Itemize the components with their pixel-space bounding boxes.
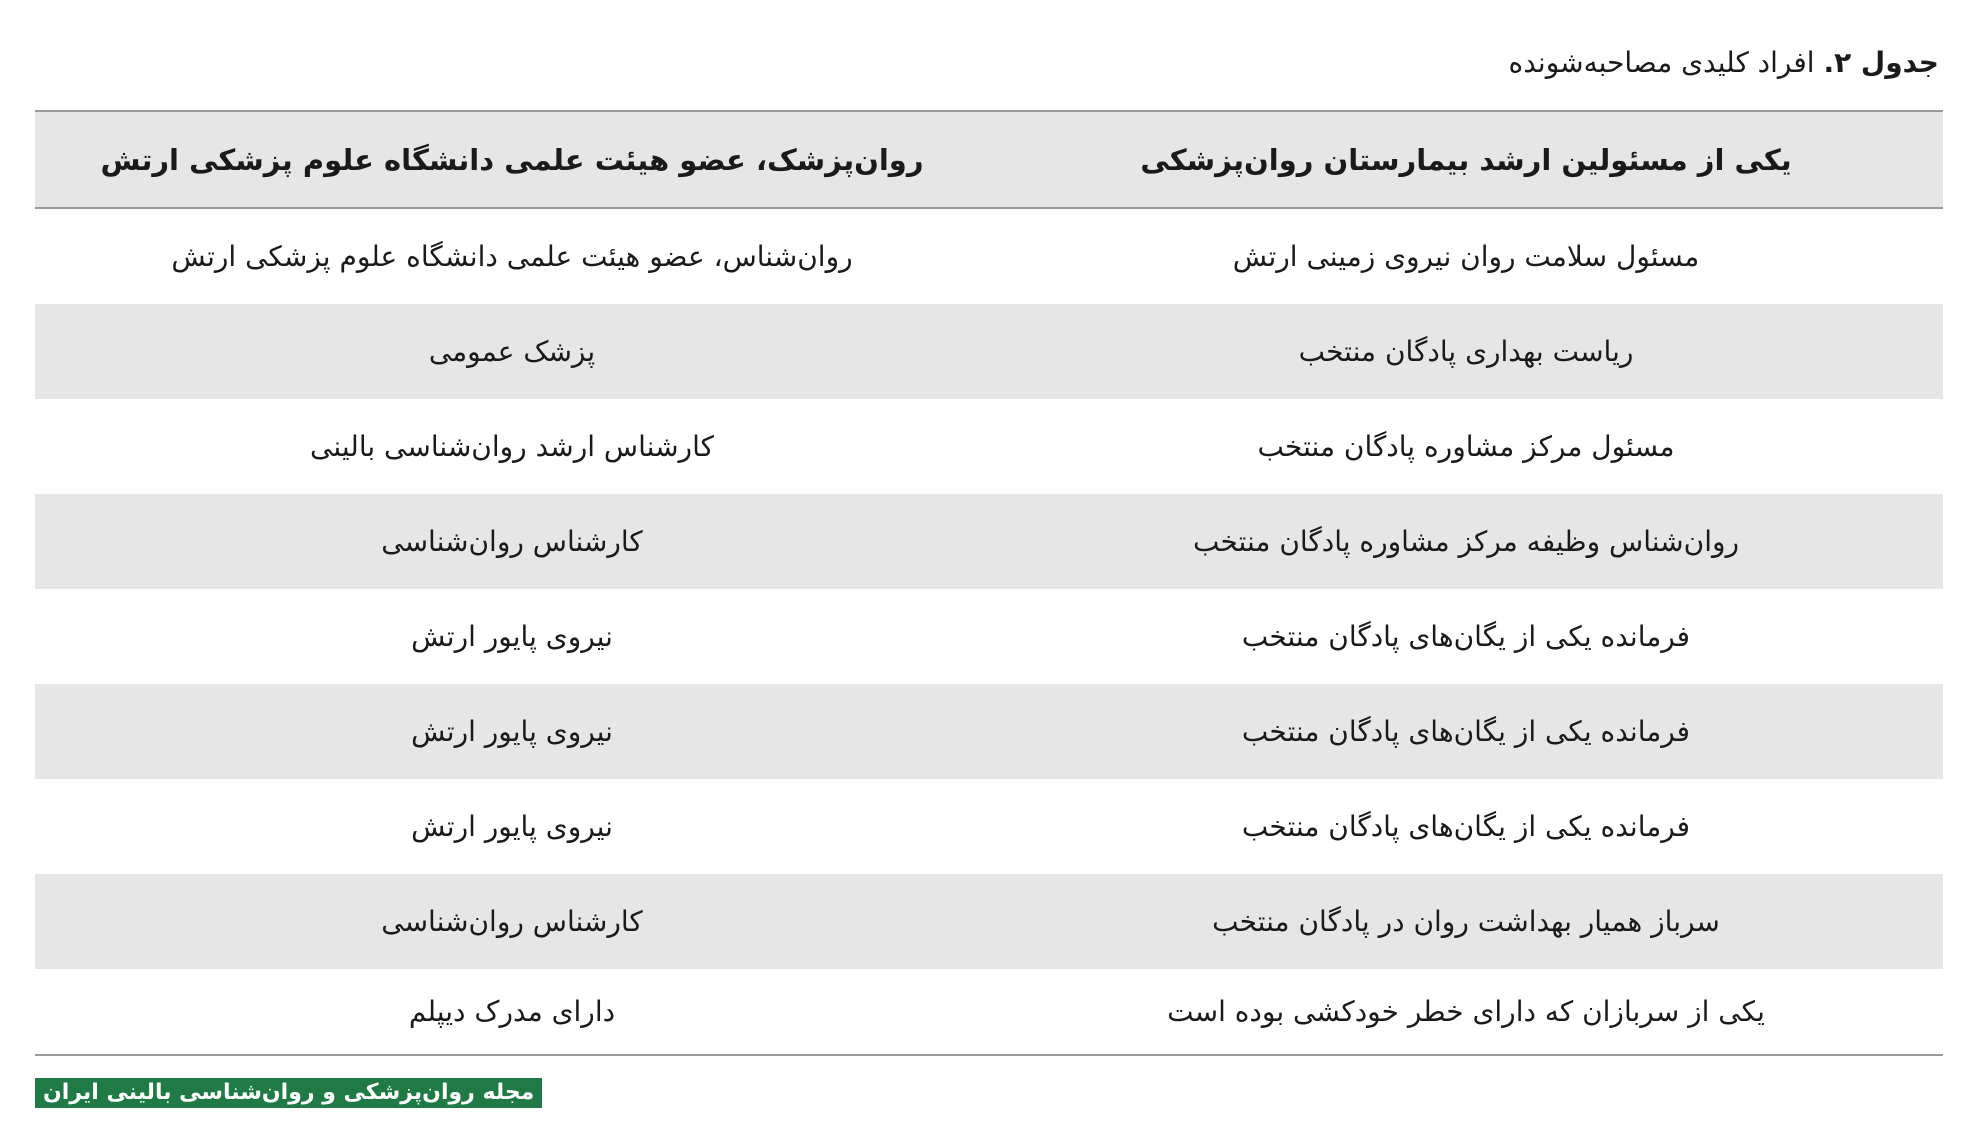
table-cell: یکی از سربازان که دارای خطر خودکشی بوده است: [1167, 995, 1765, 1028]
table-row: [35, 494, 1943, 589]
table-row: [35, 209, 1943, 304]
header-cell: روان‌پزشک، عضو هیئت علمی دانشگاه علوم پزشکی ارتش: [100, 142, 924, 177]
table-cell: سرباز همیار بهداشت روان در پادگان منتخب: [1212, 905, 1720, 938]
table-row: [35, 399, 1943, 494]
table-cell: نیروی پایور ارتش: [411, 810, 613, 843]
table-cell: نیروی پایور ارتش: [411, 715, 613, 748]
table-cell: کارشناس روان‌شناسی: [381, 525, 643, 558]
table-cell: روان‌شناس وظیفه مرکز مشاوره پادگان منتخب: [1192, 525, 1740, 558]
table-row: [35, 779, 1943, 874]
interviewees-table: [35, 110, 1943, 1056]
journal-logo: مجله روان‌پزشکی و روان‌شناسی بالینی ایران: [35, 1078, 542, 1108]
table-header-row: [35, 112, 1943, 209]
table-row: [35, 304, 1943, 399]
table-caption: [1509, 46, 1939, 79]
caption-text: افراد کلیدی مصاحبه‌شونده: [1508, 46, 1815, 79]
table-cell: ریاست بهداری پادگان منتخب: [1298, 335, 1634, 368]
table-cell: فرمانده یکی از یگان‌های پادگان منتخب: [1241, 715, 1691, 748]
table-cell: کارشناس روان‌شناسی: [381, 905, 643, 938]
table-cell: نیروی پایور ارتش: [411, 620, 613, 653]
table-cell: مسئول سلامت روان نیروی زمینی ارتش: [1232, 240, 1700, 273]
table-row: [35, 969, 1943, 1054]
header-cell: یکی از مسئولین ارشد بیمارستان روان‌پزشکی: [1140, 142, 1792, 177]
table-row: [35, 589, 1943, 684]
table-cell: کارشناس ارشد روان‌شناسی بالینی: [310, 430, 714, 463]
table-cell: فرمانده یکی از یگان‌های پادگان منتخب: [1241, 620, 1691, 653]
table-cell: روان‌شناس، عضو هیئت علمی دانشگاه علوم پزشکی ارتش: [171, 240, 853, 273]
table-cell: فرمانده یکی از یگان‌های پادگان منتخب: [1241, 810, 1691, 843]
table-row: [35, 684, 1943, 779]
table-cell: دارای مدرک دیپلم: [408, 995, 616, 1028]
table-cell: مسئول مرکز مشاوره پادگان منتخب: [1257, 430, 1675, 463]
caption-label: جدول ۲.: [1823, 46, 1939, 79]
table-row: [35, 874, 1943, 969]
table-cell: پزشک عمومی: [428, 335, 596, 368]
